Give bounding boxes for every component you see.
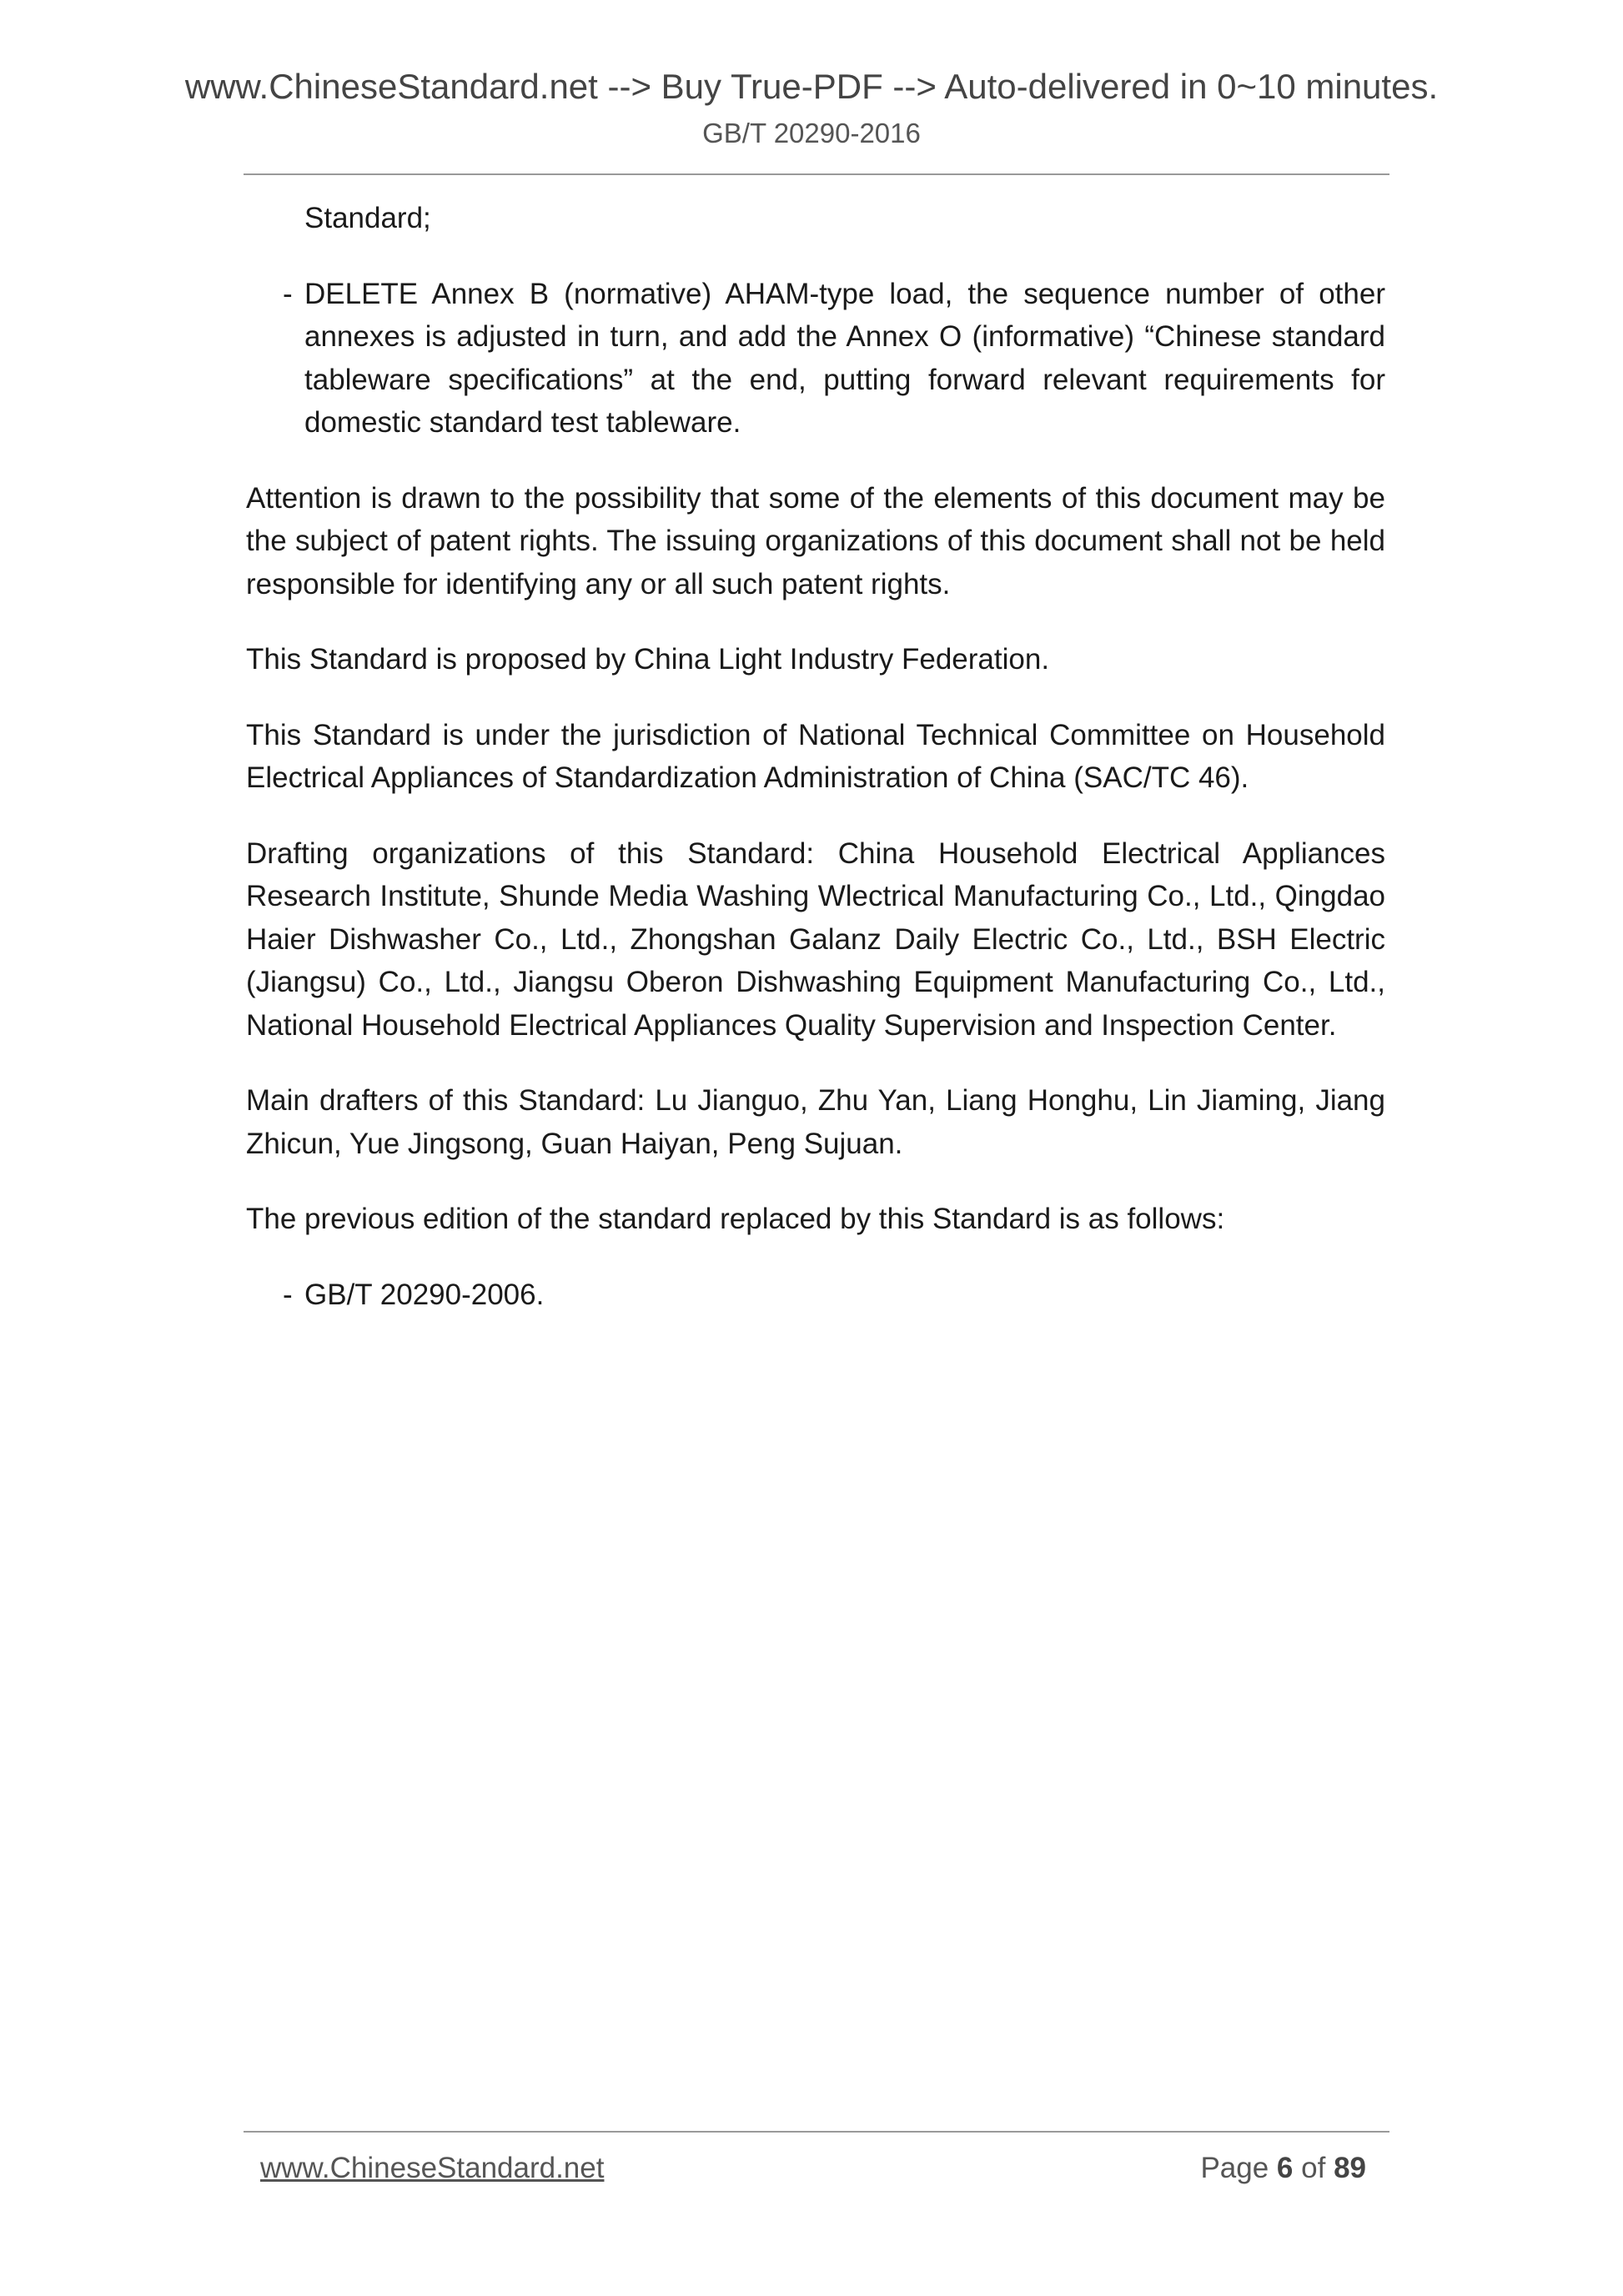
list-item-delete-annex (246, 273, 1385, 445)
header-divider (244, 173, 1389, 175)
list-dash: - (283, 277, 293, 310)
drafting-organizations-paragraph: Drafting organizations of this Standard: China Household Electrical Appliances Research Institute, Shunde Media Washing Wlectrical Manufacturing Co., Ltd., Qingdao Haier Dishwasher Co., Ltd., Zhongshan Galanz Daily Electric Co., Ltd., BSH Electric (Jiangsu) Co., Ltd., Jiangsu Oberon Dishwashing Equipment Manufacturing Co., Ltd., National Household Electrical Appliances Quality Supervision and Inspection Center. (246, 837, 1385, 1042)
jurisdiction-paragraph: This Standard is under the jurisdiction of National Technical Committee on Household Electrical Appliances of Standardization Administration of China (SAC/TC 46). (246, 718, 1385, 794)
page-indicator (1200, 2148, 1366, 2188)
footer-website-link[interactable]: www.ChineseStandard.net (260, 2152, 605, 2184)
page-current: 6 (1276, 2152, 1294, 2184)
continuation-text: Standard; (304, 202, 431, 234)
list-dash: - (283, 1278, 293, 1311)
document-body (246, 197, 1385, 1349)
main-drafters-paragraph: Main drafters of this Standard: Lu Jianguo, Zhu Yan, Liang Honghu, Lin Jiaming, Jiang Zhicun, Yue Jingsong, Guan Haiyan, Peng Sujuan. (246, 1084, 1385, 1160)
patent-notice-paragraph: Attention is drawn to the possibility that some of the elements of this document may be the subject of patent rights. The issuing organizations of this document shall not be held responsible for identifying any or all such patent rights. (246, 481, 1385, 600)
standard-code: GB/T 20290-2016 (702, 118, 921, 148)
list-item-text: GB/T 20290-2006. (304, 1278, 545, 1311)
list-item-text: DELETE Annex B (normative) AHAM-type load, the sequence number of other annexes is adjusted in turn, and add the Annex O (informative) “Chinese standard tableware specifications” at the end, putting forward relevant requirements for domestic standard test tableware. (304, 277, 1385, 439)
page-prefix: Page (1200, 2152, 1269, 2184)
page-total: 89 (1334, 2152, 1366, 2184)
header-banner: www.ChineseStandard.net --> Buy True-PDF --> Auto-delivered in 0~10 minutes. (184, 67, 1439, 106)
previous-edition-intro: The previous edition of the standard replaced by this Standard is as follows: (246, 1203, 1225, 1235)
proposed-by-paragraph: This Standard is proposed by China Light Industry Federation. (246, 643, 1050, 676)
page-of: of (1301, 2152, 1326, 2184)
footer-divider (244, 2131, 1389, 2133)
list-item-previous-edition (246, 1274, 1385, 1317)
